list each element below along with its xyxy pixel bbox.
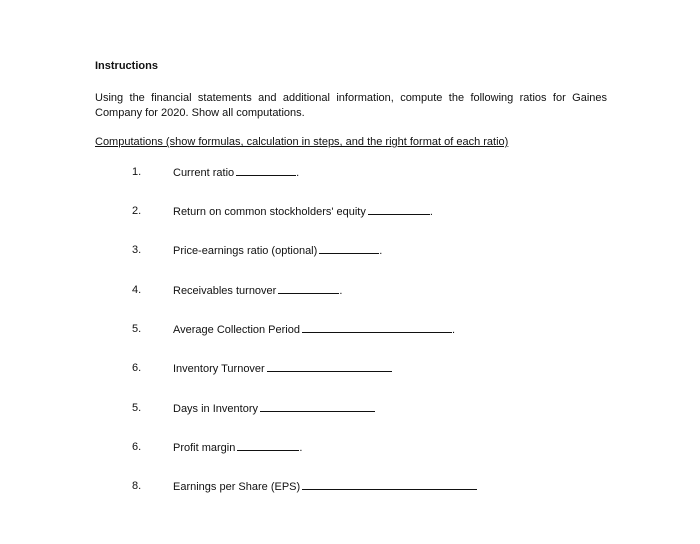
item-label: Days in Inventory <box>173 400 375 417</box>
item-number: 6. <box>132 441 142 453</box>
instructions-paragraph: Using the financial statements and additional information, compute the following ratios for Gaines Company for 2020. Show all computations. <box>95 92 607 119</box>
answer-blank <box>319 242 379 254</box>
item-label: Inventory Turnover <box>173 360 392 377</box>
item-number: 4. <box>132 284 142 296</box>
item-label: Profit margin . <box>173 439 302 456</box>
item-label: Price-earnings ratio (optional) . <box>173 242 382 259</box>
item-label: Receivables turnover . <box>173 282 342 299</box>
answer-blank <box>302 478 477 490</box>
item-label: Average Collection Period . <box>173 321 455 338</box>
item-number: 5. <box>132 402 142 414</box>
item-label: Current ratio . <box>173 164 299 181</box>
item-label: Earnings per Share (EPS) <box>173 478 477 495</box>
answer-blank <box>368 203 430 215</box>
item-label: Return on common stockholders' equity . <box>173 203 433 220</box>
answer-blank <box>302 321 452 333</box>
item-number: 8. <box>132 480 142 492</box>
answer-blank <box>267 360 392 372</box>
item-number: 1. <box>132 166 142 178</box>
answer-blank <box>278 282 339 294</box>
answer-blank <box>236 164 296 176</box>
computations-heading: Computations (show formulas, calculation in steps, and the right format of each ratio) <box>95 136 509 148</box>
instructions-heading: Instructions <box>95 60 158 72</box>
item-number: 5. <box>132 323 142 335</box>
answer-blank <box>237 439 299 451</box>
answer-blank <box>260 400 375 412</box>
item-number: 3. <box>132 244 142 256</box>
item-number: 2. <box>132 205 142 217</box>
item-number: 6. <box>132 362 142 374</box>
